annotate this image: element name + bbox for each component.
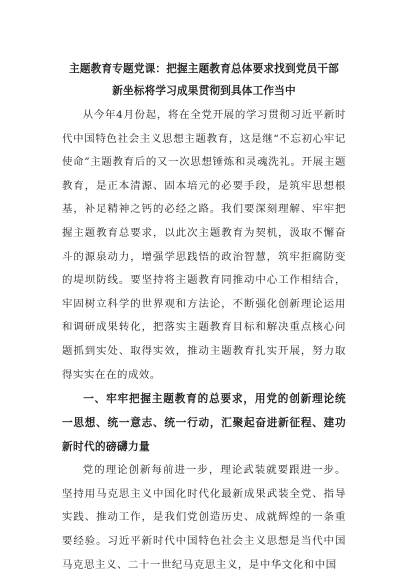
title-line-2: 新坐标将学习成果贯彻到具体工作当中 [112,85,296,97]
title-line-1: 主题教育专题党课：把握主题教育总体要求找到党员干部 [69,63,339,75]
body-paragraph-2: 党的理论创新每前进一步，理论武装就要跟进一步。坚持用马克思主义中国化时代化最新成果武装全党、指导实践、推动工作，是我们党创造历史、成就辉煌的一条重要经验。习近平新时代中国特色社会主义思想是当代中国马克思主义、二十一世纪马克思主义，是中华文化和中国 [62,464,346,571]
document-title [62,58,346,102]
section-heading-1: 一、牢牢把握主题教育的总要求，用党的创新理论统一思想、统一意志、统一行动，汇聚起奋进新征程、建功新时代的磅礴力量 [62,393,346,454]
body-paragraph-1: 从今年4月份起，将在全党开展的学习贯彻习近平新时代中国特色社会主义思想主题教育，这是继“不忘初心牢记使命”主题教育后的又一次思想锤炼和灵魂洗礼。开展主题教育，是正本清源、固本培元的必要手段，是筑牢思想根基，补足精神之钙的必经之路。我们要深刻理解、牢牢把握主题教育总要求，以此次主题教育为契机，汲取不懈奋斗的源泉动力，增强学思践悟的政治智慧，筑牢拒腐防变的堤坝防线。要坚持将主题教育同推动中心工作相结合，牢固树立科学的世界观和方法论，不断强化创新理论运用和调研成果转化，把落实主题教育目标和解决重点核心问题抓到实处、取得实效，推动主题教育扎实开展，努力取得实实在在的成效。 [62,109,346,381]
